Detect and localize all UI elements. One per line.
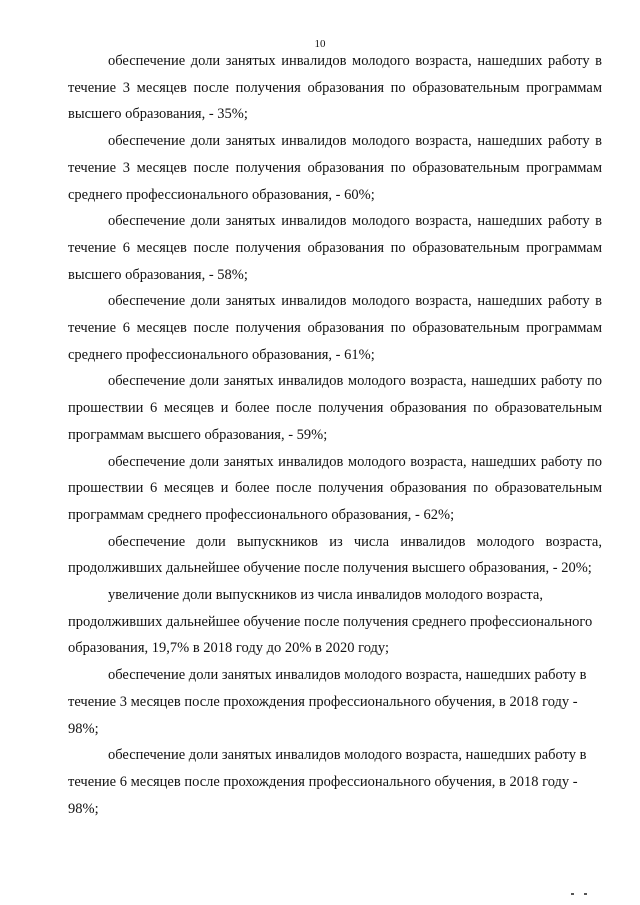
scan-speck [584,893,587,895]
paragraph: обеспечение доли занятых инвалидов молодого возраста, нашедших работу в течение 3 месяцев после прохождения профессионального обучения, в 2018 году - 98%; [68,667,587,737]
paragraph: обеспечение доли занятых инвалидов молодого возраста, нашедших работу в течение 3 месяцев после получения образования по образовательным программам среднего профессионального образования, - 60%; [68,133,602,203]
paragraph: обеспечение доли занятых инвалидов молодого возраста, нашедших работу в течение 6 месяцев после прохождения профессионального обучения, в 2018 году - 98%; [68,747,587,817]
paragraph: обеспечение доли занятых инвалидов молодого возраста, нашедших работу по прошествии 6 месяцев и более после получения образования по образовательным программам высшего образования, - 59%; [68,373,602,443]
page-number: 10 [314,38,326,50]
paragraph: увеличение доли выпускников из числа инвалидов молодого возраста, продолживших дальнейшее обучение после получения среднего профессионального образования, 19,7% в 2018 году до 20% в 2020 году; [68,587,593,657]
paragraph: обеспечение доли занятых инвалидов молодого возраста, нашедших работу в течение 6 месяцев после получения образования по образовательным программам высшего образования, - 58%; [68,213,602,283]
paragraph: обеспечение доли занятых инвалидов молодого возраста, нашедших работу по прошествии 6 месяцев и более после получения образования по образовательным программам среднего профессионального образования, - 62%; [68,453,602,523]
paragraph: обеспечение доли выпускников из числа инвалидов молодого возраста, продолживших дальнейшее обучение после получения высшего образования, - 20%; [68,533,602,577]
scan-speck [571,893,574,895]
document-body [68,48,602,822]
paragraph: обеспечение доли занятых инвалидов молодого возраста, нашедших работу в течение 6 месяцев после получения образования по образовательным программам среднего профессионального образования, - 61%; [68,293,602,363]
paragraph: обеспечение доли занятых инвалидов молодого возраста, нашедших работу в течение 3 месяцев после получения образования по образовательным программам высшего образования, - 35%; [68,53,602,123]
